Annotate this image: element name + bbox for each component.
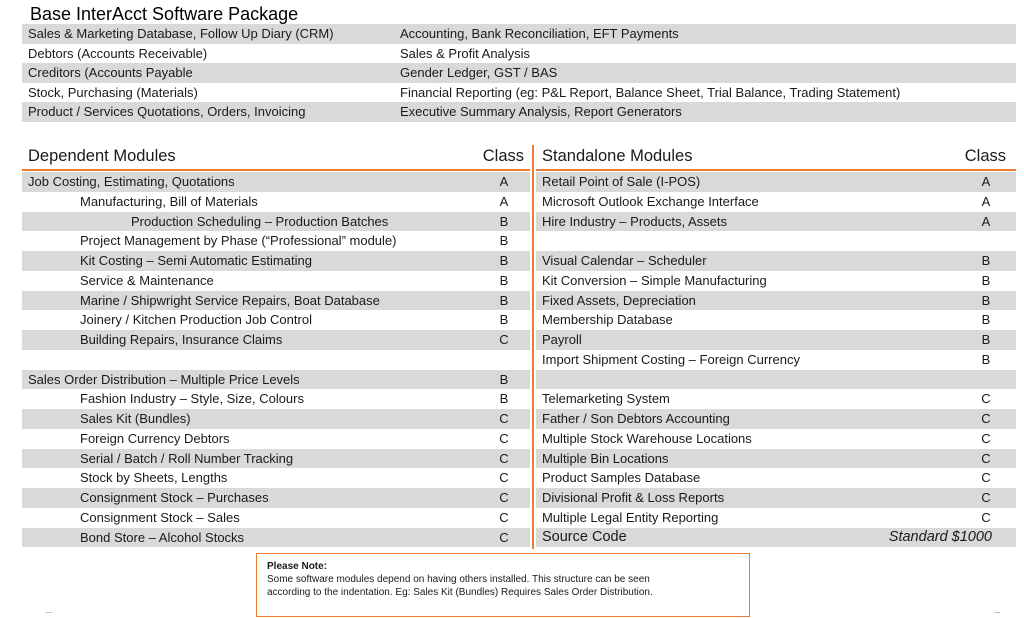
standalone-class-heading: Class [964,147,1006,165]
module-name: Divisional Profit & Loss Reports [542,490,725,505]
table-row [536,350,1016,370]
module-name: Building Repairs, Insurance Claims [80,332,283,347]
standalone-modules-table [536,145,1016,547]
base-right-cell: Sales & Profit Analysis [400,45,531,61]
dependent-header [22,145,530,171]
table-row [536,409,1016,429]
table-row [536,212,1016,232]
module-class: B [499,213,509,229]
module-class: C [499,529,509,545]
module-class: B [499,292,509,308]
module-name: Kit Conversion – Simple Manufacturing [542,272,767,288]
column-divider [532,145,534,549]
table-row [22,291,530,311]
table-row [22,251,530,271]
module-name: Production Scheduling – Production Batches [131,213,389,229]
base-left-cell: Stock, Purchasing (Materials) [28,84,198,100]
table-row [22,429,530,449]
table-row [22,528,530,548]
module-class: C [499,470,509,486]
table-row [536,528,1016,548]
table-row [22,389,530,409]
dependent-class-heading: Class [482,147,524,165]
base-row [22,83,1016,103]
table-row [536,310,1016,330]
module-name: Payroll [542,332,582,347]
module-class: C [499,411,509,426]
table-row [536,449,1016,469]
note-line: according to the indentation. Eg: Sales Kit (Bundles) Requires Sales Order Distribution. [267,587,653,598]
module-class: B [499,312,509,328]
module-class: B [499,272,509,288]
module-name: Sales Order Distribution – Multiple Price Levels [28,371,300,387]
module-name: Product Samples Database [542,470,701,486]
module-name: Visual Calendar – Scheduler [542,253,707,268]
table-row [22,468,530,488]
module-class: C [981,450,991,466]
module-name: Bond Store – Alcohol Stocks [80,529,245,545]
module-name: Multiple Bin Locations [542,450,669,466]
note-title: Please Note: [267,561,328,572]
table-row [536,251,1016,271]
base-row [22,102,1016,122]
table-row [22,488,530,508]
base-right-cell: Executive Summary Analysis, Report Generators [400,104,682,120]
module-class: B [981,253,991,268]
module-price: Standard $1000 [888,528,992,545]
base-left-cell: Debtors (Accounts Receivable) [28,45,208,61]
table-row [22,370,530,390]
base-left-cell: Product / Services Quotations, Orders, Invoicing [28,104,306,120]
module-name: Retail Point of Sale (I-POS) [542,174,701,189]
module-name: Service & Maintenance [80,272,214,288]
module-name: Serial / Batch / Roll Number Tracking [80,450,294,466]
table-row [22,310,530,330]
module-name: Kit Costing – Semi Automatic Estimating [80,253,312,268]
table-row [22,350,530,370]
table-row [22,449,530,469]
page-edge-mark [46,612,52,613]
module-class: B [981,312,991,328]
module-class: B [499,371,509,387]
module-name: Telemarketing System [542,391,670,407]
base-row [22,63,1016,83]
module-name: Consignment Stock – Sales [80,509,240,525]
module-class: A [981,193,991,209]
module-name: Joinery / Kitchen Production Job Control [80,312,312,328]
module-name: Foreign Currency Debtors [80,430,230,446]
module-class [966,370,1006,390]
module-class: C [981,470,991,486]
base-row [22,24,1016,44]
please-note-box [256,553,750,617]
module-class: B [981,351,991,367]
table-row [22,192,530,212]
module-class: B [499,391,509,407]
module-class: C [981,430,991,446]
table-row [22,330,530,350]
module-class: A [499,193,509,209]
base-left-cell: Creditors (Accounts Payable [28,65,193,81]
module-class [484,350,524,370]
base-left-cell: Sales & Marketing Database, Follow Up Diary (CRM) [28,26,334,41]
module-name: Multiple Legal Entity Reporting [542,509,719,525]
module-class: C [499,450,509,466]
base-right-cell: Accounting, Bank Reconciliation, EFT Payments [400,26,679,41]
module-class: B [499,253,509,268]
module-name: Membership Database [542,312,673,328]
table-row [536,271,1016,291]
module-class: C [981,509,991,525]
table-row [536,389,1016,409]
table-row [22,409,530,429]
table-row [536,330,1016,350]
module-name [22,350,484,370]
module-class: C [499,490,509,505]
module-name: Stock by Sheets, Lengths [80,470,228,486]
module-name: Consignment Stock – Purchases [80,490,269,505]
table-row [22,508,530,528]
table-row [22,172,530,192]
table-row [22,271,530,291]
standalone-heading: Standalone Modules [542,147,693,165]
page-edge-mark [994,612,1000,613]
module-name: Microsoft Outlook Exchange Interface [542,193,759,209]
module-name: Multiple Stock Warehouse Locations [542,430,752,446]
module-name: Fashion Industry – Style, Size, Colours [80,391,304,407]
table-row [22,212,530,232]
module-class: A [981,213,991,229]
table-row [536,370,1016,390]
table-row [536,231,1016,251]
table-row [22,231,530,251]
note-line: Some software modules depend on having others installed. This structure can be seen [267,574,650,585]
page-title: Base InterAcct Software Package [30,4,299,24]
module-name: Job Costing, Estimating, Quotations [28,174,235,189]
table-row [536,192,1016,212]
module-name: Import Shipment Costing – Foreign Currency [542,351,800,367]
module-class: C [981,411,991,426]
dependent-heading: Dependent Modules [28,147,176,165]
base-right-cell: Gender Ledger, GST / BAS [400,65,558,81]
module-name [536,231,966,251]
table-row [536,508,1016,528]
module-name: Project Management by Phase (“Professional” module) [80,233,397,249]
module-class [966,231,1006,251]
module-name: Marine / Shipwright Service Repairs, Boat Database [80,292,380,308]
base-package-table [22,24,1016,122]
dependent-modules-table [22,145,530,547]
module-name: Source Code [542,528,627,545]
module-class: C [981,490,991,505]
module-class: A [499,174,509,189]
base-right-cell: Financial Reporting (eg: P&L Report, Balance Sheet, Trial Balance, Trading Statement) [400,84,901,100]
module-class: C [499,332,509,347]
table-row [536,488,1016,508]
module-class: C [981,391,991,407]
table-row [536,172,1016,192]
module-class: B [981,272,991,288]
standalone-header [536,145,1016,171]
module-name: Father / Son Debtors Accounting [542,411,730,426]
module-class: B [981,292,991,308]
table-row [536,429,1016,449]
module-name: Hire Industry – Products, Assets [542,213,727,229]
table-row [536,291,1016,311]
module-name: Fixed Assets, Depreciation [542,292,696,308]
module-class: C [499,430,509,446]
module-class: B [981,332,991,347]
module-class: A [981,174,991,189]
module-name: Sales Kit (Bundles) [80,411,191,426]
module-name: Manufacturing, Bill of Materials [80,193,258,209]
base-row [22,44,1016,64]
module-name [536,370,966,390]
table-row [536,468,1016,488]
module-class: C [499,509,509,525]
module-class: B [499,233,509,249]
